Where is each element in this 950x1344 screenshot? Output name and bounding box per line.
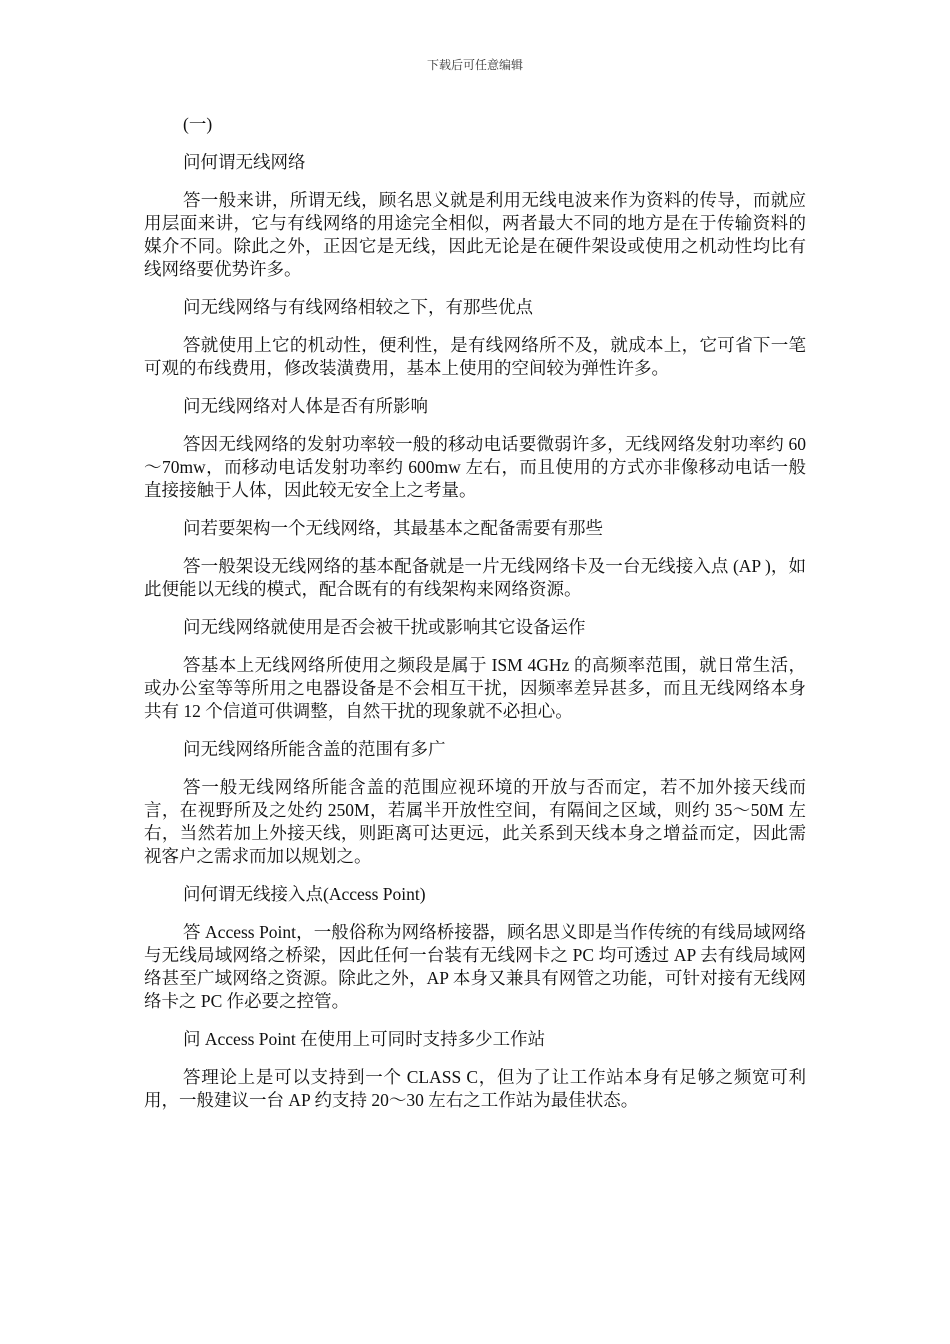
- question-paragraph: 问无线网络所能含盖的范围有多广: [183, 739, 446, 759]
- document-body: [144, 113, 806, 1127]
- question-paragraph: 问何谓无线接入点(Access Point): [183, 884, 426, 904]
- answer-paragraph: 答因无线网络的发射功率较一般的移动电话要微弱许多，无线网络发射功率约 60～70mw，而移动电话发射功率约 600mw 左右，而且使用的方式亦非像移动电话一般直接接触于人体，因此较无安全上之考量。: [144, 434, 806, 500]
- question-paragraph: 问 Access Point 在使用上可同时支持多少工作站: [183, 1029, 546, 1049]
- question-paragraph: 问无线网络对人体是否有所影响: [183, 396, 428, 416]
- question-paragraph: 问若要架构一个无线网络，其最基本之配备需要有那些: [183, 518, 603, 538]
- answer-paragraph: 答 Access Point，一般俗称为网络桥接器，顾名思义即是当作传统的有线局域网络与无线局域网络之桥梁，因此任何一台装有无线网卡之 PC 均可透过 AP 去有线局域网络甚至广域网络之资源。除此之外，AP 本身又兼具有网管之功能，可针对接有无线网络卡之 PC 作必要之控管。: [144, 922, 806, 1011]
- section-marker: (一): [183, 114, 213, 134]
- question-paragraph: 问无线网络与有线网络相较之下，有那些优点: [183, 297, 533, 317]
- question-paragraph: 问无线网络就使用是否会被干扰或影响其它设备运作: [183, 617, 586, 637]
- answer-paragraph: 答就使用上它的机动性，便利性，是有线网络所不及，就成本上，它可省下一笔可观的布线费用，修改装潢费用，基本上使用的空间较为弹性许多。: [144, 335, 806, 378]
- question-paragraph: 问何谓无线网络: [183, 152, 306, 172]
- page-header-note: 下载后可任意编辑: [426, 58, 523, 72]
- answer-paragraph: 答一般无线网络所能含盖的范围应视环境的开放与否而定，若不加外接天线而言，在视野所及之处约 250M，若属半开放性空间，有隔间之区域，则约 35～50M 左右，当然若加上外接天线，则距离可达更远，此关系到天线本身之增益而定，因此需视客户之需求而加以规划之。: [144, 777, 806, 866]
- answer-paragraph: 答基本上无线网络所使用之频段是属于 ISM 4GHz 的高频率范围，就日常生活，或办公室等等所用之电器设备是不会相互干扰，因频率差异甚多，而且无线网络本身共有 12 个信道可供调整，自然干扰的现象就不必担心。: [144, 655, 806, 721]
- answer-paragraph: 答一般架设无线网络的基本配备就是一片无线网络卡及一台无线接入点 (AP )，如此便能以无线的模式，配合既有的有线架构来网络资源。: [144, 556, 806, 599]
- answer-paragraph: 答理论上是可以支持到一个 CLASS C，但为了让工作站本身有足够之频宽可利用，一般建议一台 AP 约支持 20～30 左右之工作站为最佳状态。: [144, 1067, 806, 1110]
- answer-paragraph: 答一般来讲，所谓无线，顾名思义就是利用无线电波来作为资料的传导，而就应用层面来讲，它与有线网络的用途完全相似，两者最大不同的地方是在于传输资料的媒介不同。除此之外，正因它是无线，因此无论是在硬件架设或使用之机动性均比有线网络要优势许多。: [144, 190, 806, 279]
